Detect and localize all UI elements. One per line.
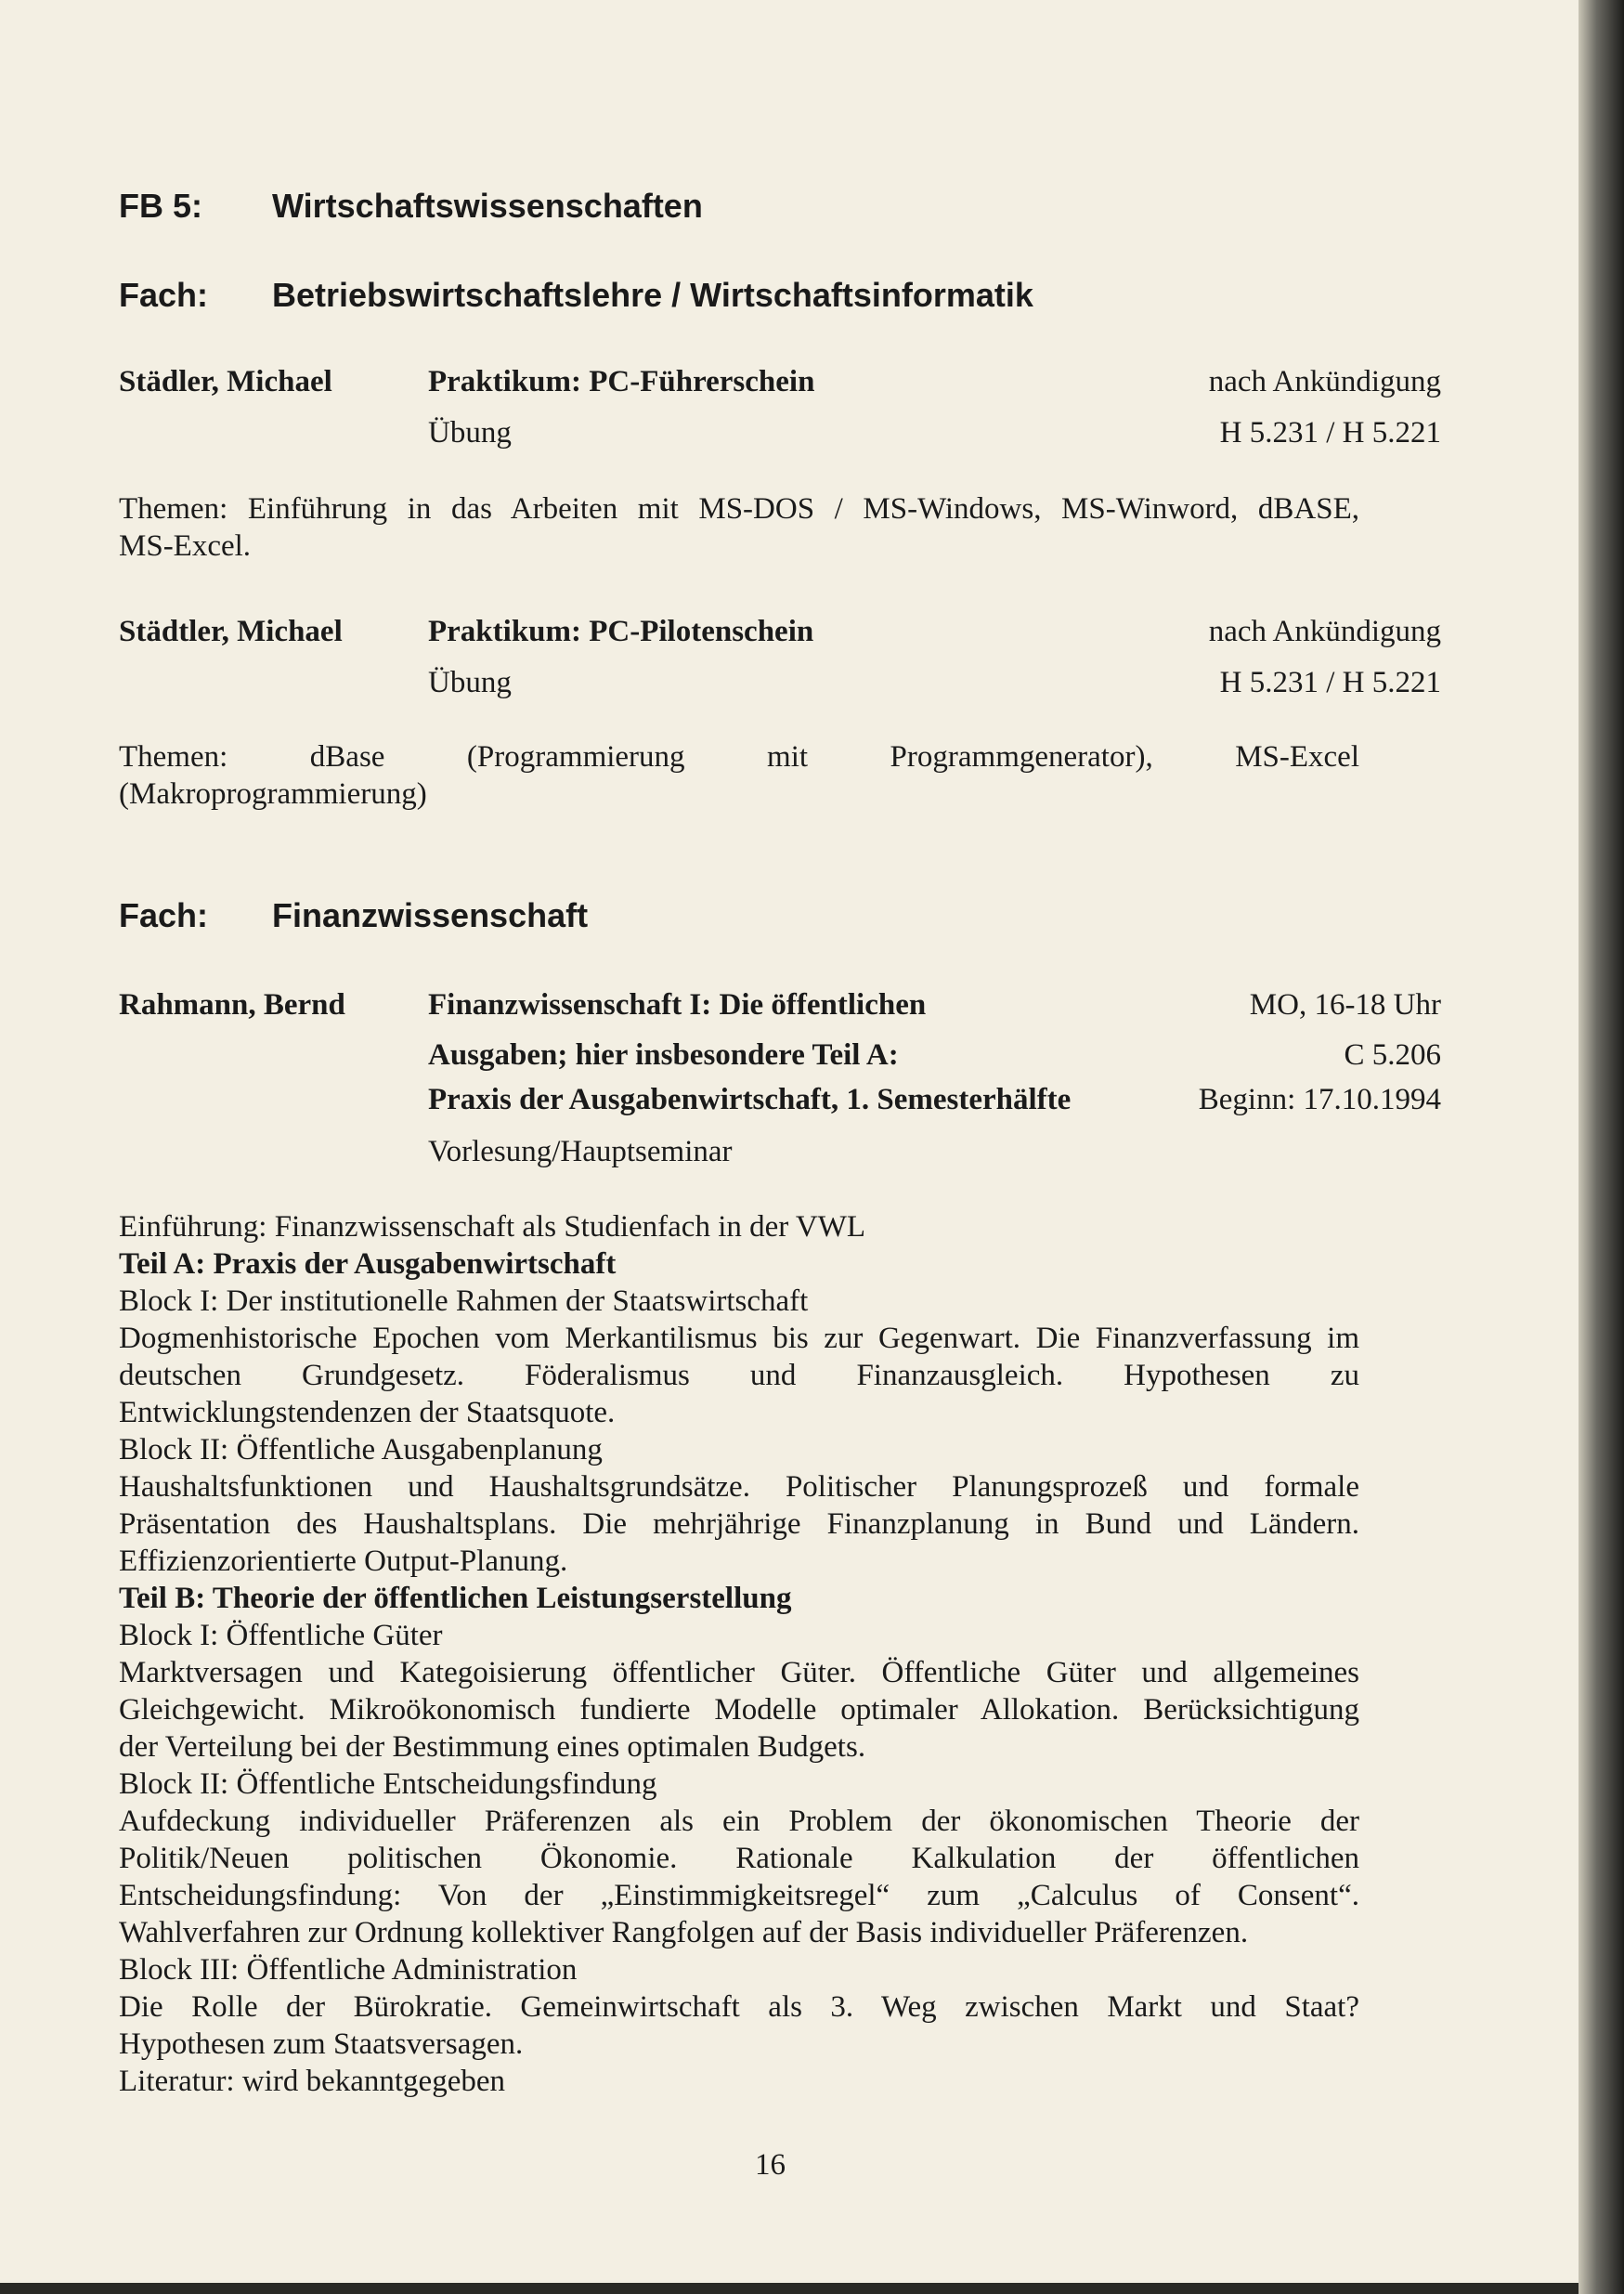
block-heading: Block I: Der institutionelle Rahmen der Staatswirtschaft <box>119 1284 809 1318</box>
topics-line: (Makroprogrammierung) <box>119 777 427 811</box>
description-line: Die Rolle der Bürokratie. Gemeinwirtschaft als 3. Weg zwischen Markt und Staat? <box>119 1990 1359 2024</box>
description-line: Dogmenhistorische Epochen vom Merkantilismus bis zur Gegenwart. Die Finanzverfassung im <box>119 1322 1359 1355</box>
course-room: C 5.206 <box>1344 1038 1441 1072</box>
description-line: Effizienzorientierte Output-Planung. <box>119 1545 568 1578</box>
block-heading: Block II: Öffentliche Ausgabenplanung <box>119 1433 603 1466</box>
course-title: Praktikum: PC-Pilotenschein <box>428 615 814 648</box>
course-title-line: Praxis der Ausgabenwirtschaft, 1. Semesterhälfte <box>428 1083 1072 1116</box>
description-line: deutschen Grundgesetz. Föderalismus und Finanzausgleich. Hypothesen zu <box>119 1359 1359 1392</box>
course-room: H 5.231 / H 5.221 <box>1219 666 1441 699</box>
subject-name: Betriebswirtschaftslehre / Wirtschaftsinformatik <box>272 276 1033 314</box>
course-time: MO, 16-18 Uhr <box>1249 988 1441 1022</box>
topics-line: MS-Excel. <box>119 529 252 563</box>
course-title-line: Finanzwissenschaft I: Die öffentlichen <box>428 988 927 1022</box>
lecturer-name: Städler, Michael <box>119 365 332 398</box>
description-line: der Verteilung bei der Bestimmung eines optimalen Budgets. <box>119 1730 866 1764</box>
lecturer-name: Rahmann, Bernd <box>119 988 345 1022</box>
description-line: Präsentation des Haushaltsplans. Die mehrjährige Finanzplanung in Bund und Ländern. <box>119 1507 1359 1541</box>
course-title-line: Ausgaben; hier insbesondere Teil A: <box>428 1038 899 1072</box>
course-description <box>119 1208 1359 2100</box>
topics-line: Themen: Einführung in das Arbeiten mit MS-DOS / MS-Windows, MS-Winword, dBASE, <box>119 492 1359 526</box>
subject-name: Finanzwissenschaft <box>272 896 589 934</box>
description-line: Wahlverfahren zur Ordnung kollektiver Rangfolgen auf der Basis individueller Präferenzen. <box>119 1916 1249 1949</box>
subject-label: Fach: <box>119 276 209 314</box>
description-line: Einführung: Finanzwissenschaft als Studienfach in der VWL <box>119 1210 866 1244</box>
page-number: 16 <box>755 2148 786 2182</box>
course-time: nach Ankündigung <box>1208 365 1441 398</box>
description-line: Gleichgewicht. Mikroökonomisch fundierte Modelle optimaler Allokation. Berücksichtigung <box>119 1693 1359 1727</box>
course-topics <box>119 738 1359 813</box>
block-heading: Block III: Öffentliche Administration <box>119 1953 578 1987</box>
description-line: Marktversagen und Kategoisierung öffentlicher Güter. Öffentliche Güter und allgemeines <box>119 1656 1359 1689</box>
course-start: Beginn: 17.10.1994 <box>1198 1083 1441 1116</box>
lecturer-name: Städtler, Michael <box>119 615 343 648</box>
course-type: Vorlesung/Hauptseminar <box>428 1135 733 1168</box>
section-heading: Teil A: Praxis der Ausgabenwirtschaft <box>119 1247 617 1281</box>
topics-line: Themen: dBase (Programmierung mit Programmgenerator), MS-Excel <box>119 740 1359 774</box>
faculty-name: Wirtschaftswissenschaften <box>272 187 703 225</box>
course-title: Praktikum: PC-Führerschein <box>428 365 815 398</box>
section-heading: Teil B: Theorie der öffentlichen Leistungserstellung <box>119 1582 792 1615</box>
page-edge-shadow <box>1579 0 1624 2294</box>
description-line: Haushaltsfunktionen und Haushaltsgrundsätze. Politischer Planungsprozeß und formale <box>119 1470 1359 1504</box>
course-type: Übung <box>428 416 512 450</box>
subject-label: Fach: <box>119 896 209 934</box>
description-line: Entwicklungstendenzen der Staatsquote. <box>119 1396 616 1429</box>
description-line: Literatur: wird bekanntgegeben <box>119 2065 505 2098</box>
faculty-label: FB 5: <box>119 187 202 225</box>
block-heading: Block II: Öffentliche Entscheidungsfindung <box>119 1767 657 1801</box>
description-line: Hypothesen zum Staatsversagen. <box>119 2027 524 2061</box>
course-type: Übung <box>428 666 512 699</box>
course-time: nach Ankündigung <box>1208 615 1441 648</box>
course-room: H 5.231 / H 5.221 <box>1219 416 1441 450</box>
block-heading: Block I: Öffentliche Güter <box>119 1619 443 1652</box>
description-line: Aufdeckung individueller Präferenzen als ein Problem der ökonomischen Theorie der <box>119 1805 1359 1838</box>
course-topics <box>119 490 1359 565</box>
description-line: Politik/Neuen politischen Ökonomie. Rationale Kalkulation der öffentlichen <box>119 1842 1359 1875</box>
description-line: Entscheidungsfindung: Von der „Einstimmigkeitsregel“ zum „Calculus of Consent“. <box>119 1879 1359 1912</box>
